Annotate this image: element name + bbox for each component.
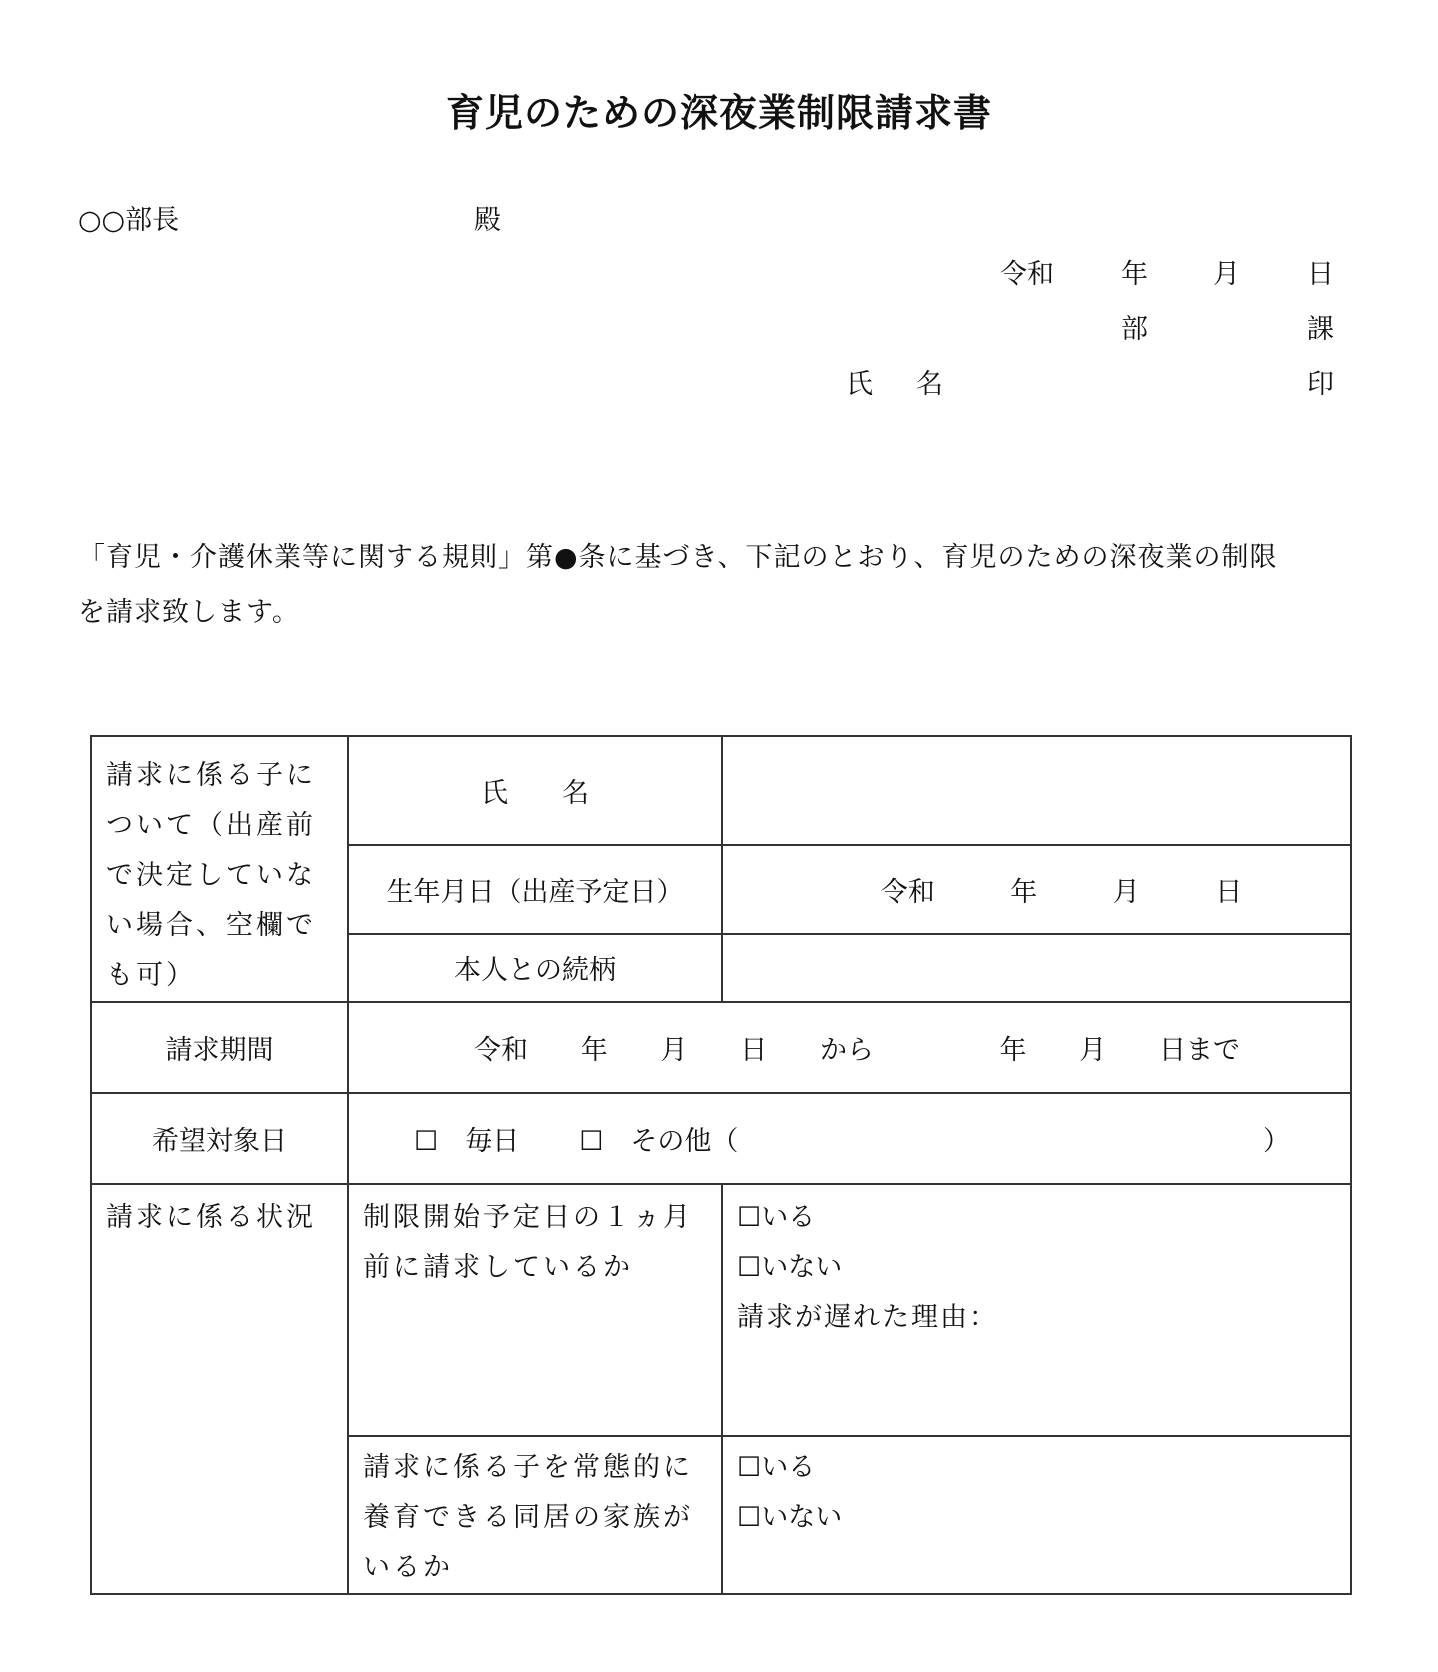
birth-day: 日	[1215, 876, 1243, 908]
dept-label: 部	[1121, 314, 1148, 345]
child-info-header: 請求に係る子について（出産前で決定していない場合、空欄でも可）	[106, 760, 316, 991]
birth-month: 月	[1112, 876, 1140, 908]
birth-label-cell	[348, 845, 722, 934]
period-day-start: 日	[740, 1035, 768, 1066]
honorific: 殿	[474, 205, 501, 236]
addressee: ○○部長	[78, 205, 180, 236]
q1-answer-cell	[722, 1184, 1351, 1436]
target-label-cell	[91, 1093, 348, 1184]
period-month-start: 月	[660, 1035, 688, 1066]
period-field[interactable]	[348, 1002, 1351, 1093]
q1-yes-checkbox[interactable]: ☐いる	[737, 1202, 816, 1233]
q1-reason-label: 請求が遅れた理由：	[737, 1302, 998, 1333]
target-label: 希望対象日	[152, 1126, 287, 1157]
request-text-line-2: を請求致します。	[78, 597, 300, 628]
everyday-checkbox[interactable]: ☐ 毎日	[414, 1126, 520, 1157]
q2-cell	[348, 1436, 722, 1594]
section-label: 課	[1307, 314, 1334, 345]
period-from: から	[820, 1035, 874, 1066]
other-checkbox[interactable]: ☐ その他（	[579, 1126, 739, 1157]
target-field	[348, 1093, 1351, 1184]
status-label: 請求に係る状況	[106, 1202, 316, 1233]
date-month: 月	[1213, 259, 1240, 290]
child-name-label-cell	[348, 736, 722, 845]
q1-label: 制限開始予定日の１ヵ月前に請求しているか	[363, 1202, 693, 1283]
birth-era: 令和	[880, 876, 935, 908]
q1-cell	[348, 1184, 722, 1436]
period-era: 令和	[474, 1035, 528, 1066]
document-title: 育児のための深夜業制限請求書	[445, 90, 992, 135]
child-info-header-cell	[91, 736, 348, 1002]
relation-label-cell	[348, 934, 722, 1002]
birth-label: 生年月日（出産予定日）	[386, 876, 684, 908]
q1-no-checkbox[interactable]: ☐いない	[737, 1252, 843, 1283]
other-close-paren: ）	[1263, 1126, 1290, 1157]
period-year-end: 年	[999, 1035, 1027, 1066]
date-year: 年	[1121, 259, 1148, 290]
seal-label: 印	[1307, 369, 1334, 400]
status-label-cell	[91, 1184, 348, 1594]
relation-field[interactable]	[722, 934, 1351, 1002]
request-paragraph	[78, 530, 1348, 640]
period-year-start: 年	[580, 1035, 608, 1066]
q2-no-checkbox[interactable]: ☐いない	[737, 1502, 843, 1533]
period-label: 請求期間	[165, 1035, 274, 1066]
date-era: 令和	[1000, 259, 1054, 290]
date-day: 日	[1307, 259, 1334, 290]
birth-date-field[interactable]	[722, 845, 1351, 934]
relation-label: 本人との続柄	[454, 955, 616, 987]
q2-label: 請求に係る子を常態的に養育できる同居の家族がいるか	[363, 1452, 693, 1583]
child-name-field[interactable]	[722, 736, 1351, 845]
period-day-end: 日まで	[1159, 1035, 1240, 1066]
request-form-table	[90, 735, 1352, 1595]
applicant-name-label: 氏 名	[846, 369, 951, 400]
q2-yes-checkbox[interactable]: ☐いる	[737, 1452, 816, 1483]
period-month-end: 月	[1079, 1035, 1107, 1066]
q2-answer-cell	[722, 1436, 1351, 1594]
birth-year: 年	[1010, 876, 1038, 908]
request-text-line-1: 「育児・介護休業等に関する規則」第●条に基づき、下記のとおり、育児のための深夜業の制限	[78, 542, 1278, 573]
child-name-label: 氏 名	[481, 778, 589, 810]
period-label-cell	[91, 1002, 348, 1093]
